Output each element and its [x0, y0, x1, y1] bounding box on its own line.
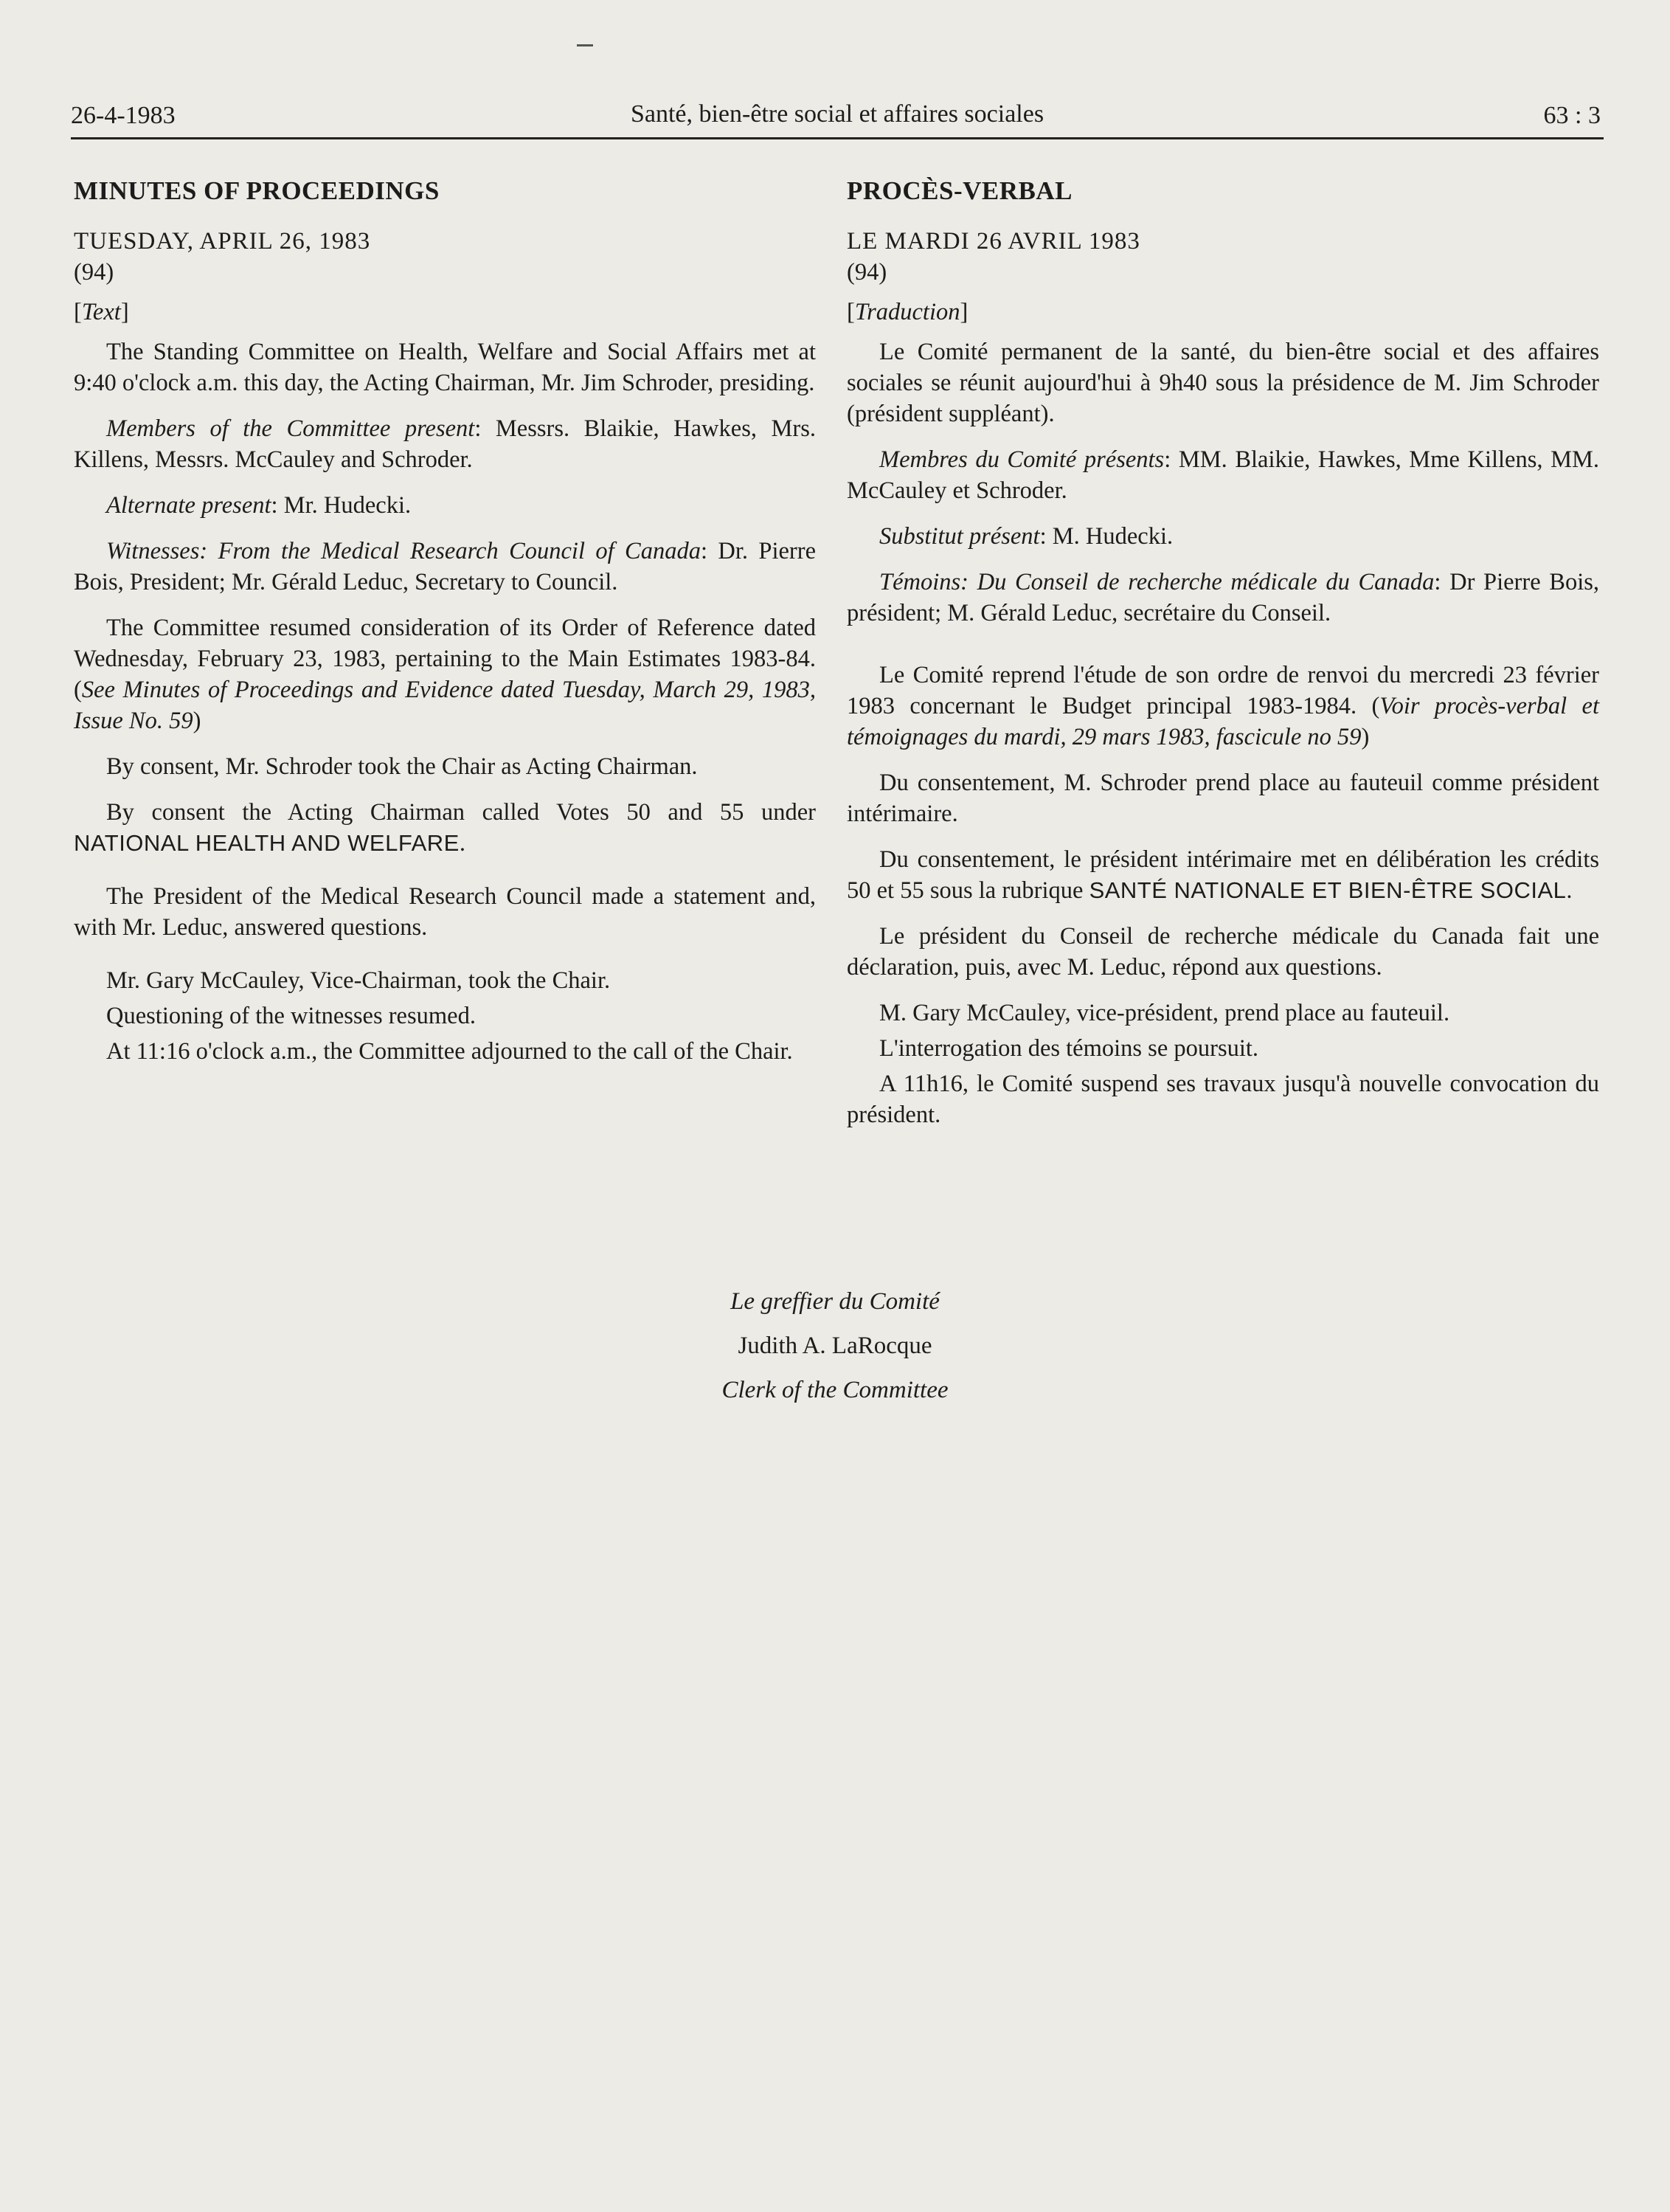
- clerk-label-english: Clerk of the Committee: [721, 1377, 949, 1403]
- page-mark: [577, 44, 593, 46]
- french-adjourn-paragraph: A 11h16, le Comité suspend ses travaux jusqu'à nouvelle convocation du président.: [847, 1071, 1599, 1128]
- clerk-signature-block: [0, 1282, 1670, 1415]
- clerk-label-french: Le greffier du Comité: [730, 1288, 940, 1315]
- english-members-label: Members of the Committee present: [106, 415, 475, 442]
- english-alternate-text: : Mr. Hudecki.: [271, 492, 412, 519]
- english-intro-paragraph: The Standing Committee on Health, Welfare and Social Affairs met at 9:40 o'clock a.m. this day, the Acting Chairman, Mr. Jim Schroder, presiding.: [74, 339, 816, 396]
- french-members-text: : MM. Blaikie, Hawkes, Mme Killens, MM. McCauley et Schroder.: [847, 446, 1599, 504]
- english-votes-end: .: [459, 830, 465, 857]
- french-members-paragraph: [847, 444, 1599, 506]
- french-vice-chair-paragraph: M. Gary McCauley, vice-président, prend place au fauteuil.: [879, 1000, 1450, 1026]
- french-resumed-paragraph: [847, 660, 1599, 753]
- french-witnesses-text: : Dr Pierre Bois, président; M. Gérald Leduc, secrétaire du Conseil.: [847, 569, 1599, 626]
- french-alternate-paragraph: [847, 521, 1599, 552]
- english-date: TUESDAY, APRIL 26, 1983: [74, 228, 371, 255]
- english-alternate-paragraph: [74, 490, 816, 521]
- english-language-tag-text: Text: [81, 299, 121, 325]
- french-witnesses-paragraph: [847, 567, 1599, 629]
- english-resumed-text: The Committee resumed consideration of its Order of Reference dated Wednesday, February 23, 1983, pertaining to the Main Estimates 1983-84. (: [74, 615, 816, 703]
- french-witnesses-organization: : Du Conseil de recherche médicale du Canada: [960, 569, 1435, 595]
- french-heading: PROCÈS-VERBAL: [847, 176, 1073, 205]
- french-column: [847, 176, 1599, 1145]
- clerk-name: Judith A. LaRocque: [738, 1333, 932, 1359]
- english-witnesses-paragraph: [74, 536, 816, 598]
- english-members-text: : Messrs. Blaikie, Hawkes, Mrs. Killens, Messrs. McCauley and Schroder.: [74, 415, 816, 473]
- french-date: LE MARDI 26 AVRIL 1983: [847, 228, 1140, 255]
- french-sitting-number: (94): [847, 259, 887, 286]
- running-header: [71, 96, 1604, 139]
- english-questioning-paragraph: Questioning of the witnesses resumed.: [106, 1003, 476, 1029]
- english-votes-paragraph: [74, 797, 816, 859]
- english-chair-paragraph: By consent, Mr. Schroder took the Chair as Acting Chairman.: [106, 753, 698, 780]
- english-members-paragraph: [74, 413, 816, 475]
- french-statement-paragraph: Le président du Conseil de recherche médicale du Canada fait une déclaration, puis, avec M. Leduc, répond aux questions.: [847, 923, 1599, 981]
- french-intro-paragraph: Le Comité permanent de la santé, du bien-être social et des affaires sociales se réunit aujourd'hui à 9h40 sous la présidence de M. Jim Schroder (président suppléant).: [847, 339, 1599, 427]
- french-resumed-reference: Voir procès-verbal et témoignages du mardi, 29 mars 1983, fascicule no 59: [847, 693, 1600, 750]
- french-votes-heading: SANTÉ NATIONALE ET BIEN-ÊTRE SOCIAL: [1089, 877, 1567, 903]
- french-chair-paragraph: Du consentement, M. Schroder prend place au fauteuil comme président intérimaire.: [847, 770, 1599, 827]
- english-resumed-reference: See Minutes of Proceedings and Evidence dated Tuesday, March 29, 1983, Issue No. 59: [74, 677, 816, 734]
- french-members-label: Membres du Comité présents: [879, 446, 1165, 473]
- french-language-tag: [Traduction]: [847, 299, 969, 325]
- english-votes-text: By consent the Acting Chairman called Votes 50 and 55 under: [106, 799, 816, 826]
- french-alternate-label: Substitut présent: [879, 523, 1040, 550]
- french-language-tag-text: Traduction: [854, 299, 960, 325]
- english-witnesses-label: Witnesses: [106, 538, 200, 564]
- french-votes-paragraph: [847, 844, 1599, 906]
- english-language-tag: [Text]: [74, 299, 129, 325]
- header-page-number: 63 : 3: [1543, 102, 1601, 129]
- english-statement-paragraph: The President of the Medical Research Council made a statement and, with Mr. Leduc, answered questions.: [74, 883, 816, 941]
- english-witnesses-text: : Dr. Pierre Bois, President; Mr. Gérald Leduc, Secretary to Council.: [74, 538, 816, 595]
- french-resumed-text: Le Comité reprend l'étude de son ordre de renvoi du mercredi 23 février 1983 concernant le Budget principal 1983-1984. (: [847, 662, 1599, 719]
- english-alternate-label: Alternate present: [106, 492, 271, 519]
- english-column: [74, 176, 816, 1082]
- header-date: 26-4-1983: [71, 102, 176, 129]
- english-vice-chair-paragraph: Mr. Gary McCauley, Vice-Chairman, took the Chair.: [106, 967, 611, 994]
- french-alternate-text: : M. Hudecki.: [1039, 523, 1174, 550]
- english-heading: MINUTES OF PROCEEDINGS: [74, 176, 440, 205]
- french-votes-end: .: [1566, 877, 1573, 904]
- french-questioning-paragraph: L'interrogation des témoins se poursuit.: [879, 1035, 1259, 1062]
- english-votes-heading: NATIONAL HEALTH AND WELFARE: [74, 830, 460, 856]
- english-sitting-number: (94): [74, 259, 114, 286]
- header-title: Santé, bien-être social et affaires sociales: [630, 100, 1044, 128]
- english-resumed-end: ): [193, 708, 201, 734]
- french-resumed-end: ): [1361, 724, 1370, 750]
- english-witnesses-organization: : From the Medical Research Council of Canada: [199, 538, 701, 564]
- english-adjourn-paragraph: At 11:16 o'clock a.m., the Committee adjourned to the call of the Chair.: [106, 1038, 793, 1065]
- english-resumed-paragraph: [74, 612, 816, 736]
- french-witnesses-label: Témoins: [879, 569, 961, 595]
- french-votes-text: Du consentement, le président intérimaire met en délibération les crédits 50 et 55 sous la rubrique: [847, 846, 1599, 904]
